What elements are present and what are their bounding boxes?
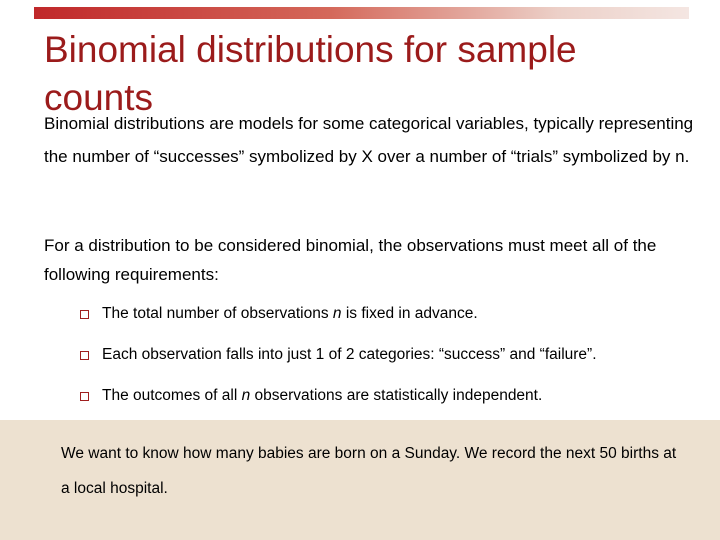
requirement-text-after: is fixed in advance. <box>341 305 478 322</box>
intro-paragraph: Binomial distributions are models for some categorical variables, typically representing the number of “successes” symbolized by X over a number of “trials” symbolized by n. <box>44 114 694 166</box>
requirement-item <box>78 341 708 382</box>
requirement-italic-n: n <box>332 305 342 322</box>
requirement-text-before: Each observation falls into just 1 of 2 categories: “success” and “failure”. <box>102 346 597 363</box>
requirement-italic-n: n <box>241 387 251 404</box>
requirement-text-before: The outcomes of all <box>102 387 242 404</box>
slide-title: Binomial distributions for sample counts <box>44 29 577 118</box>
requirement-text-after: observations are statistically independent. <box>250 387 543 404</box>
hollow-square-bullet-icon <box>80 310 89 319</box>
requirement-item <box>78 300 708 341</box>
requirements-list <box>78 300 708 423</box>
example-text: We want to know how many babies are born on a Sunday. We record the next 50 births at a local hospital. <box>61 445 677 497</box>
requirement-text-before: The total number of observations <box>102 305 333 322</box>
requirement-item <box>78 382 708 423</box>
hollow-square-bullet-icon <box>80 392 89 401</box>
title-accent-bar <box>34 7 689 19</box>
hollow-square-bullet-icon <box>80 351 89 360</box>
example-box <box>0 420 720 540</box>
requirements-intro: For a distribution to be considered binomial, the observations must meet all of the following requirements: <box>44 236 657 284</box>
